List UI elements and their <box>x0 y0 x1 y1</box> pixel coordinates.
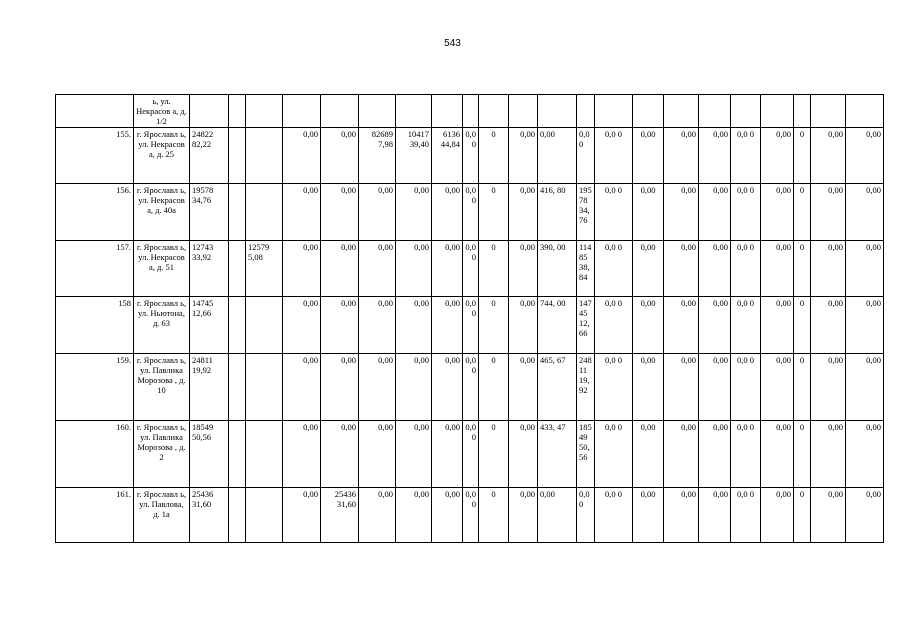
value-cell: 0,00 <box>846 354 884 421</box>
value-cell: 0,00 <box>432 297 463 354</box>
address-cell: г. Ярославл ь, ул. Некрасов а, д. 51 <box>134 241 190 297</box>
data-cell <box>321 95 359 128</box>
value-cell: 0,00 <box>321 421 359 488</box>
value-cell: 0,0 0 <box>731 241 761 297</box>
value-cell: 0,00 <box>699 354 731 421</box>
data-cell <box>359 95 396 128</box>
value-cell: 0,00 <box>538 488 577 543</box>
data-cell <box>664 95 699 128</box>
value-cell: 0,00 <box>846 241 884 297</box>
value-cell: 0,0 0 <box>731 421 761 488</box>
data-cell <box>811 95 846 128</box>
value-cell: 0,00 <box>463 488 479 543</box>
row-number-cell: 157. <box>56 241 134 297</box>
data-cell <box>633 95 664 128</box>
value-cell: 0,00 <box>633 488 664 543</box>
value-cell: 25436 31,60 <box>321 488 359 543</box>
address-cell: г. Ярославл ь, ул. Ньютона, д. 63 <box>134 297 190 354</box>
value-cell: 0,00 <box>633 241 664 297</box>
total-cell: 24822 82,22 <box>190 128 229 184</box>
data-cell <box>699 95 731 128</box>
table-row <box>56 421 884 488</box>
value-cell: 11485 38,84 <box>577 241 595 297</box>
value-cell: 0,00 <box>699 241 731 297</box>
value-cell: 0,00 <box>577 128 595 184</box>
total-cell: 25436 31,60 <box>190 488 229 543</box>
row-number-cell: 161. <box>56 488 134 543</box>
value-cell: 18549 50,56 <box>577 421 595 488</box>
value-cell: 0,00 <box>321 354 359 421</box>
table-row <box>56 297 884 354</box>
value-cell: 0,00 <box>699 488 731 543</box>
value-cell <box>246 128 283 184</box>
value-cell: 0,00 <box>283 297 321 354</box>
value-cell: 0,0 0 <box>595 297 633 354</box>
value-cell: 0,00 <box>664 184 699 241</box>
value-cell: 0 <box>794 354 811 421</box>
table-row <box>56 241 884 297</box>
empty-cell <box>229 128 246 184</box>
value-cell: 0,00 <box>396 241 432 297</box>
value-cell: 0,00 <box>432 241 463 297</box>
table-row-partial <box>56 95 884 128</box>
total-cell: 14745 12,66 <box>190 297 229 354</box>
value-cell: 6136 44,84 <box>432 128 463 184</box>
address-cell: г. Ярославл ь, ул. Павлика Морозова , д. 2 <box>134 421 190 488</box>
data-cell <box>479 95 509 128</box>
value-cell: 0 <box>794 128 811 184</box>
value-cell: 0 <box>479 184 509 241</box>
data-cell <box>396 95 432 128</box>
value-cell: 0,00 <box>509 354 538 421</box>
value-cell: 24811 19,92 <box>577 354 595 421</box>
address-cell: г. Ярославл ь, ул. Павлика Морозова , д. 10 <box>134 354 190 421</box>
value-cell: 0,00 <box>664 241 699 297</box>
data-cell <box>731 95 761 128</box>
total-cell: 12743 33,92 <box>190 241 229 297</box>
address-cell: ь, ул. Некрасов а, д. 1/2 <box>134 95 190 128</box>
value-cell: 0,0 0 <box>731 184 761 241</box>
value-cell: 0,00 <box>321 128 359 184</box>
value-cell: 10417 39,40 <box>396 128 432 184</box>
data-cell <box>509 95 538 128</box>
value-cell: 0,00 <box>463 421 479 488</box>
data-cell <box>463 95 479 128</box>
value-cell: 0,00 <box>509 128 538 184</box>
value-cell: 0,00 <box>538 128 577 184</box>
value-cell: 0,00 <box>359 297 396 354</box>
value-cell: 0,00 <box>432 488 463 543</box>
value-cell: 0,00 <box>633 184 664 241</box>
value-cell: 0,00 <box>846 297 884 354</box>
value-cell: 0,00 <box>664 354 699 421</box>
row-number-cell: 158 <box>56 297 134 354</box>
value-cell: 0,0 0 <box>595 354 633 421</box>
value-cell: 0,00 <box>432 354 463 421</box>
value-cell: 0,00 <box>283 241 321 297</box>
value-cell <box>246 488 283 543</box>
value-cell: 0,00 <box>359 184 396 241</box>
value-cell: 0,00 <box>432 421 463 488</box>
value-cell: 0,00 <box>664 297 699 354</box>
value-cell: 0,00 <box>846 128 884 184</box>
value-cell: 0,00 <box>633 128 664 184</box>
value-cell: 0,00 <box>846 184 884 241</box>
value-cell: 0,0 0 <box>731 488 761 543</box>
data-cell <box>794 95 811 128</box>
value-cell: 0,00 <box>321 241 359 297</box>
value-cell: 0,00 <box>509 241 538 297</box>
value-cell: 0,00 <box>509 488 538 543</box>
row-number-cell: 160. <box>56 421 134 488</box>
data-cell <box>761 95 794 128</box>
value-cell: 0,00 <box>633 421 664 488</box>
value-cell: 0 <box>479 421 509 488</box>
value-cell: 0,00 <box>699 184 731 241</box>
value-cell: 433, 47 <box>538 421 577 488</box>
address-cell: г. Ярославл ь, ул. Некрасов а, д. 40а <box>134 184 190 241</box>
value-cell: 0,00 <box>359 354 396 421</box>
value-cell: 0,00 <box>396 297 432 354</box>
value-cell: 0,00 <box>283 488 321 543</box>
value-cell: 0 <box>479 488 509 543</box>
data-cell <box>538 95 577 128</box>
value-cell: 0,00 <box>633 354 664 421</box>
value-cell: 0,00 <box>283 184 321 241</box>
value-cell: 0,00 <box>664 488 699 543</box>
total-cell: 24811 19,92 <box>190 354 229 421</box>
table-row <box>56 488 884 543</box>
value-cell: 0,0 0 <box>731 297 761 354</box>
value-cell: 0,00 <box>396 184 432 241</box>
value-cell: 19578 34,76 <box>577 184 595 241</box>
value-cell: 0,00 <box>811 241 846 297</box>
value-cell: 0,00 <box>761 184 794 241</box>
value-cell: 390, 00 <box>538 241 577 297</box>
value-cell: 0,00 <box>664 421 699 488</box>
data-cell <box>283 95 321 128</box>
value-cell: 0,00 <box>761 297 794 354</box>
value-cell: 0,0 0 <box>731 128 761 184</box>
value-cell: 744, 00 <box>538 297 577 354</box>
value-cell: 465, 67 <box>538 354 577 421</box>
value-cell: 0,00 <box>321 297 359 354</box>
data-cell <box>246 95 283 128</box>
value-cell: 0,0 0 <box>595 488 633 543</box>
value-cell: 0,00 <box>359 241 396 297</box>
value-cell: 0,00 <box>359 421 396 488</box>
total-cell: 18549 50,56 <box>190 421 229 488</box>
value-cell: 0,00 <box>811 297 846 354</box>
value-cell: 0,00 <box>664 128 699 184</box>
value-cell: 0,00 <box>811 128 846 184</box>
value-cell: 0,00 <box>509 184 538 241</box>
value-cell: 82689 7,98 <box>359 128 396 184</box>
row-number-cell: 156. <box>56 184 134 241</box>
value-cell: 0 <box>479 354 509 421</box>
value-cell: 0,00 <box>509 421 538 488</box>
value-cell: 0,00 <box>761 488 794 543</box>
value-cell: 0,00 <box>633 297 664 354</box>
value-cell: 0,0 0 <box>595 184 633 241</box>
value-cell: 0 <box>479 297 509 354</box>
value-cell: 14745 12,66 <box>577 297 595 354</box>
value-cell: 0,00 <box>761 241 794 297</box>
page-number: 543 <box>444 38 461 49</box>
value-cell: 0,0 0 <box>595 241 633 297</box>
value-cell: 0,00 <box>396 421 432 488</box>
value-cell <box>246 354 283 421</box>
empty-cell <box>229 354 246 421</box>
value-cell <box>246 421 283 488</box>
value-cell: 0,00 <box>761 421 794 488</box>
value-cell: 0,00 <box>811 184 846 241</box>
value-cell: 0 <box>794 488 811 543</box>
data-cell <box>190 95 229 128</box>
value-cell: 0,0 0 <box>595 421 633 488</box>
value-cell: 0,0 0 <box>731 354 761 421</box>
value-cell <box>246 297 283 354</box>
value-cell: 0,00 <box>463 297 479 354</box>
value-cell: 0,00 <box>846 488 884 543</box>
value-cell: 0,00 <box>396 354 432 421</box>
row-number-cell: 159. <box>56 354 134 421</box>
value-cell: 0,00 <box>463 128 479 184</box>
value-cell: 0,00 <box>463 354 479 421</box>
value-cell: 0,00 <box>463 241 479 297</box>
empty-cell <box>229 488 246 543</box>
row-number-cell <box>56 95 134 128</box>
value-cell: 0,00 <box>577 488 595 543</box>
value-cell: 12579 5,08 <box>246 241 283 297</box>
value-cell: 0,00 <box>811 354 846 421</box>
value-cell: 0 <box>794 297 811 354</box>
row-number-cell: 155. <box>56 128 134 184</box>
value-cell: 0,00 <box>509 297 538 354</box>
value-cell: 0,00 <box>811 488 846 543</box>
value-cell: 0,00 <box>283 354 321 421</box>
address-cell: г. Ярославл ь, ул. Павлова, д. 1а <box>134 488 190 543</box>
address-cell: г. Ярославл ь, ул. Некрасов а, д. 25 <box>134 128 190 184</box>
value-cell: 0 <box>794 421 811 488</box>
value-cell: 0,00 <box>699 421 731 488</box>
value-cell: 0 <box>479 241 509 297</box>
data-cell <box>229 95 246 128</box>
total-cell: 19578 34,76 <box>190 184 229 241</box>
value-cell: 0 <box>794 241 811 297</box>
register-table <box>55 94 884 543</box>
empty-cell <box>229 241 246 297</box>
data-cell <box>595 95 633 128</box>
value-cell: 0,00 <box>699 297 731 354</box>
value-cell: 0,00 <box>463 184 479 241</box>
value-cell <box>246 184 283 241</box>
value-cell: 0,00 <box>846 421 884 488</box>
table-row <box>56 184 884 241</box>
value-cell: 0,00 <box>396 488 432 543</box>
empty-cell <box>229 297 246 354</box>
value-cell: 0,00 <box>811 421 846 488</box>
table-row <box>56 354 884 421</box>
value-cell: 0,00 <box>699 128 731 184</box>
table-row <box>56 128 884 184</box>
value-cell: 0,00 <box>283 128 321 184</box>
value-cell: 0,00 <box>321 184 359 241</box>
value-cell: 0,00 <box>283 421 321 488</box>
value-cell: 0,00 <box>432 184 463 241</box>
value-cell: 0,0 0 <box>595 128 633 184</box>
data-cell <box>846 95 884 128</box>
value-cell: 0,00 <box>761 128 794 184</box>
value-cell: 0,00 <box>359 488 396 543</box>
data-cell <box>577 95 595 128</box>
value-cell: 0 <box>794 184 811 241</box>
value-cell: 416, 80 <box>538 184 577 241</box>
empty-cell <box>229 421 246 488</box>
empty-cell <box>229 184 246 241</box>
value-cell: 0 <box>479 128 509 184</box>
value-cell: 0,00 <box>761 354 794 421</box>
data-cell <box>432 95 463 128</box>
